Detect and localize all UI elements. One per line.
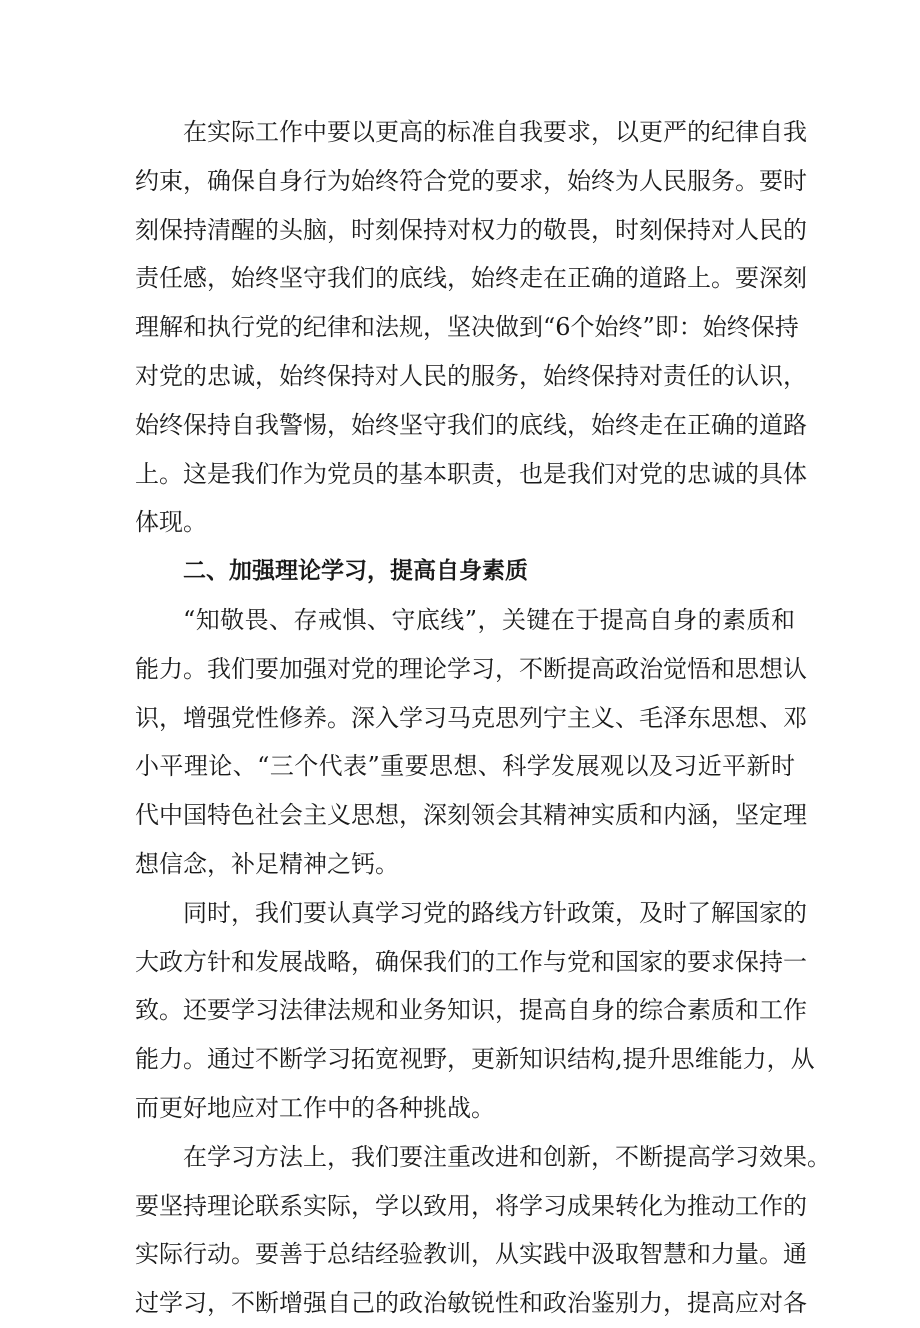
paragraph-line: 对党的忠诚，始终保持对人民的服务，始终保持对责任的认识， [135,361,807,390]
paragraph-line: 要坚持理论联系实际，学以致用，将学习成果转化为推动工作的 [135,1191,807,1220]
paragraph-line: 过学习，不断增强自己的政治敏锐性和政治鉴别力，提高应对各 [135,1289,807,1318]
document-body [135,108,831,1328]
paragraph-line: 想信念，补足精神之钙。 [135,849,399,878]
paragraph-line: 代中国特色社会主义思想，深刻领会其精神实质和内涵，坚定理 [135,801,807,830]
paragraph-line: 能力。通过不断学习拓宽视野，更新知识结构,提升思维能力，从 [135,1045,815,1074]
paragraph-4 [135,1133,831,1328]
paragraph-2 [135,596,807,889]
paragraph-3 [135,889,815,1133]
paragraph-line: 刻保持清醒的头脑，时刻保持对权力的敬畏，时刻保持对人民的 [135,215,807,244]
paragraph-line: 理解和执行党的纪律和法规，坚决做到“6个始终”即：始终保持 [135,313,799,342]
paragraph-line: 能力。我们要加强对党的理论学习，不断提高政治觉悟和思想认 [135,654,807,683]
section-heading: 二、加强理论学习，提高自身素质 [183,558,528,585]
paragraph-line: 同时，我们要认真学习党的路线方针政策，及时了解国家的 [183,898,807,927]
paragraph-line: 约束，确保自身行为始终符合党的要求，始终为人民服务。要时 [135,166,807,195]
paragraph-line: 在学习方法上，我们要注重改进和创新，不断提高学习效果。 [183,1142,831,1171]
paragraph-line: 上。这是我们作为党员的基本职责，也是我们对党的忠诚的具体 [135,459,807,488]
paragraph-1 [135,108,807,547]
paragraph-line: 始终保持自我警惕，始终坚守我们的底线，始终走在正确的道路 [135,410,807,439]
paragraph-line: 实际行动。要善于总结经验教训，从实践中汲取智慧和力量。通 [135,1240,807,1269]
paragraph-line: 致。还要学习法律法规和业务知识，提高自身的综合素质和工作 [135,996,807,1025]
paragraph-line: 大政方针和发展战略，确保我们的工作与党和国家的要求保持一 [135,947,807,976]
paragraph-line: 在实际工作中要以更高的标准自我要求，以更严的纪律自我 [183,118,807,146]
paragraph-line: 识，增强党性修养。深入学习马克思列宁主义、毛泽东思想、邓 [135,703,807,732]
paragraph-line: 体现。 [135,508,207,537]
paragraph-line: 责任感，始终坚守我们的底线，始终走在正确的道路上。要深刻 [135,264,807,293]
paragraph-line: 小平理论、“三个代表”重要思想、科学发展观以及习近平新时 [135,752,795,781]
paragraph-line: 而更好地应对工作中的各种挑战。 [135,1093,495,1122]
paragraph-line: “知敬畏、存戒惧、守底线”，关键在于提高自身的素质和 [183,605,795,634]
